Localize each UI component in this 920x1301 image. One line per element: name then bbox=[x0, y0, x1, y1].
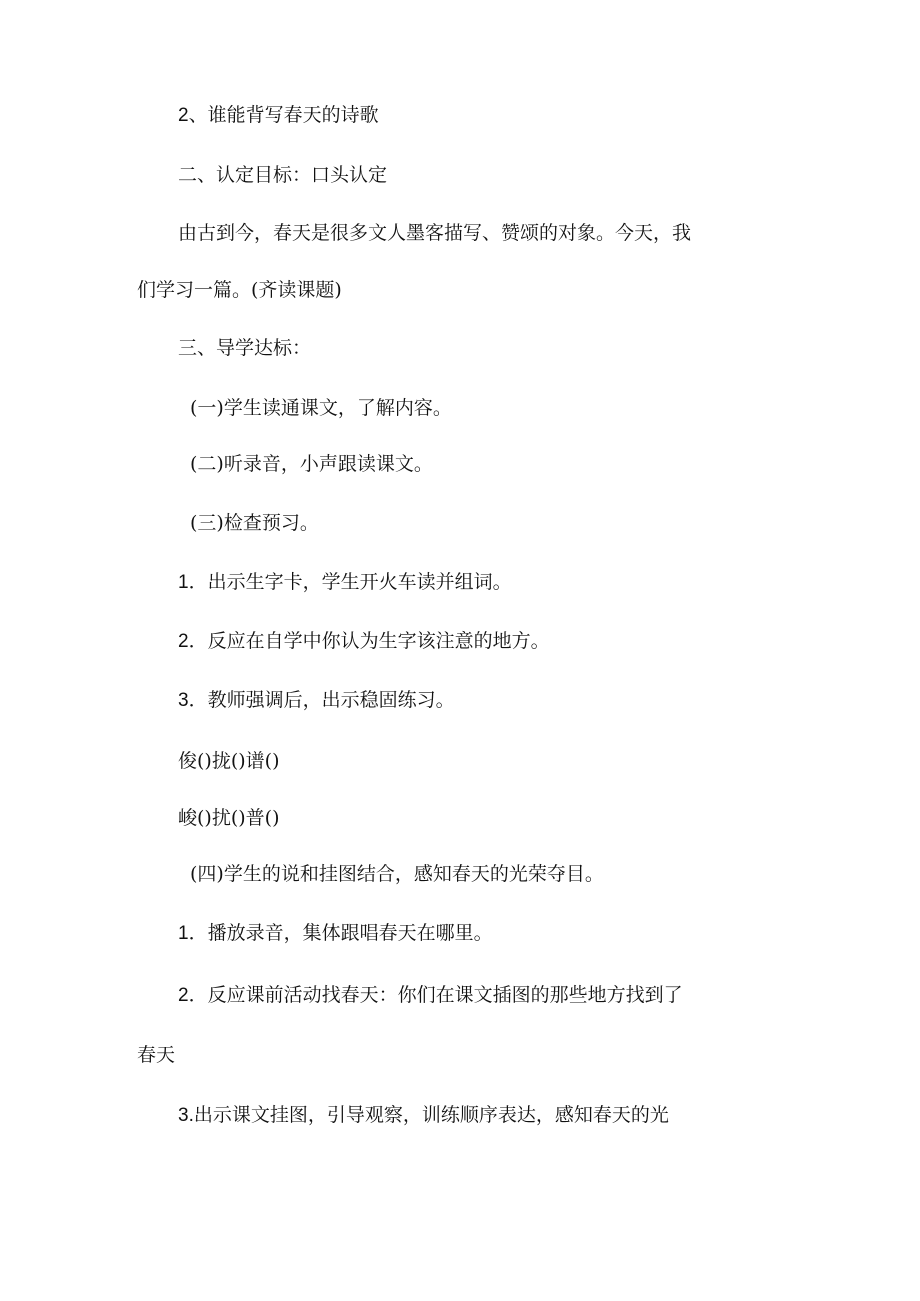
subsection-4: (四)学生的说和挂图结合，感知春天的光荣夺目。 bbox=[190, 863, 604, 885]
exercise-line-2: 峻()扰()普() bbox=[178, 807, 280, 829]
list-item-1 bbox=[178, 570, 512, 595]
line-text: ．播放录音，集体跟唱春天在哪里。 bbox=[188, 922, 493, 944]
list-number: 1 bbox=[178, 923, 189, 944]
line-text: 、谁能背写春天的诗歌 bbox=[188, 104, 379, 126]
list-item-2 bbox=[178, 629, 550, 654]
list-item-6 bbox=[178, 1103, 669, 1128]
subsection-1: (一)学生读通课文，了解内容。 bbox=[190, 397, 452, 419]
line-text: ．教师强调后，出示稳固练习。 bbox=[188, 689, 455, 711]
list-number: 3. bbox=[178, 1105, 194, 1126]
line-text: ．反应课前活动找春天：你们在课文插图的那些地方找到了 bbox=[188, 984, 683, 1006]
list-item-4 bbox=[178, 921, 493, 946]
section-heading-2: 二、认定目标：口头认定 bbox=[178, 164, 388, 186]
list-number: 2 bbox=[178, 631, 189, 652]
text-line-1 bbox=[178, 103, 379, 128]
line-text: 出示课文挂图，引导观察，训练顺序表达，感知春天的光 bbox=[193, 1104, 669, 1126]
subsection-2: (二)听录音，小声跟读课文。 bbox=[190, 453, 433, 475]
list-item-5-continuation: 春天 bbox=[137, 1044, 176, 1066]
line-text: ．出示生字卡，学生开火车读并组词。 bbox=[188, 571, 512, 593]
list-number: 2 bbox=[178, 105, 189, 126]
list-number: 3 bbox=[178, 690, 189, 711]
subsection-3: (三)检查预习。 bbox=[190, 512, 319, 534]
line-text: ．反应在自学中你认为生字该注意的地方。 bbox=[188, 630, 550, 652]
list-item-3 bbox=[178, 688, 455, 713]
exercise-line-1: 俊()拢()谱() bbox=[178, 750, 280, 772]
paragraph-line-2: 们学习一篇。(齐读课题) bbox=[137, 279, 342, 301]
paragraph-line-1: 由古到今，春天是很多文人墨客描写、赞颂的对象。今天，我 bbox=[178, 222, 692, 244]
section-heading-3: 三、导学达标： bbox=[178, 337, 312, 359]
list-number: 1 bbox=[178, 572, 189, 593]
list-item-5 bbox=[178, 983, 683, 1008]
list-number: 2 bbox=[178, 985, 189, 1006]
